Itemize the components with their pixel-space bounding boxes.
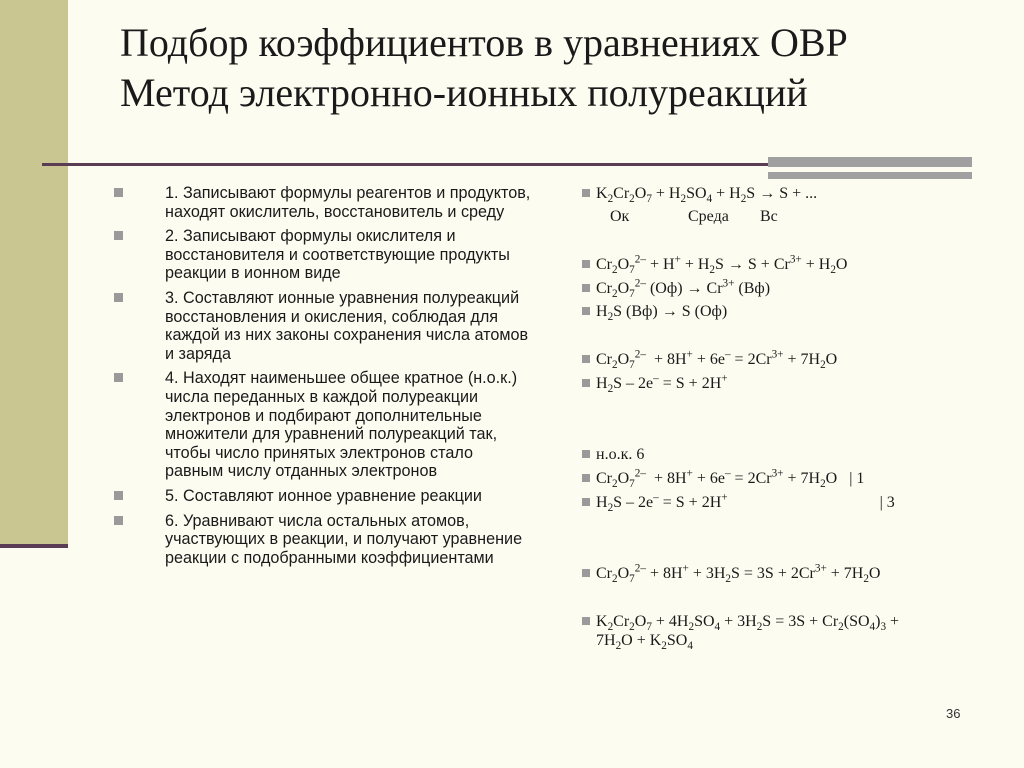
page-number: 36: [946, 706, 961, 721]
left-decor-line: [0, 544, 68, 548]
list-item: 6. Уравнивают числа остальных атомов, участвующих в реакции, и получают уравнение реакции с подобранными коэффициентами: [112, 512, 532, 568]
gray-decor-block-2: [768, 172, 972, 179]
role-labels: Ок Среда Вс: [610, 208, 778, 225]
equation-line: $K_2Cr_2O_7 + 4H_2SO_4 + 3H_2S = 3S + Cr_2(SO_4)_3$ +: [586, 612, 899, 631]
bullet-icon: [582, 260, 590, 268]
bullet-icon: [582, 617, 590, 625]
bullet-icon: [582, 379, 590, 387]
equation-line: $Cr_2O_7^{2-} + 8H^+ + 6e^- = 2Cr^{3+} + 7H_2O$: [586, 350, 837, 369]
bullet-icon: [114, 373, 123, 382]
bullet-icon: [582, 189, 590, 197]
equation-line: $Cr_2O_7^{2-}$ $(Оф) \to Cr^{3+}$ (Вф): [586, 279, 770, 298]
title-line-1: Подбор коэффициентов в уравнениях ОВР: [120, 20, 848, 65]
title-line-2: Метод электронно-ионных полуреакций: [120, 70, 808, 115]
equation-line: $H_2S - 2e^- = S + 2H^+$ | 3: [586, 493, 895, 512]
bullet-icon: [582, 474, 590, 482]
list-item: 4. Находят наименьшее общее кратное (н.о.к.) числа переданных в каждой полуреакции электронов и подбирают дополнительные множители для уравнений полуреакций так, чтобы число принятых электронов стало равным числу отданных электронов: [112, 369, 532, 481]
list-item: 2. Записывают формулы окислителя и восстановителя и соответствующие продукты реакции в ионном виде: [112, 227, 532, 283]
bullet-icon: [582, 498, 590, 506]
bullet-icon: [114, 293, 123, 302]
list-item: 5. Составляют ионное уравнение реакции: [112, 487, 532, 506]
slide-title: [120, 18, 848, 118]
list-item: 3. Составляют ионные уравнения полуреакций восстановления и окисления, соблюдая для каждой из них законы сохранения числа атомов и заряда: [112, 289, 532, 363]
equation-line: $K_2Cr_2O_7 + H_2SO_4 + H_2S \to S$ + ...: [586, 184, 817, 203]
bullet-icon: [114, 491, 123, 500]
equation-line: $H_2S - 2e^- = S + 2H^+$: [586, 374, 728, 393]
bullet-icon: [582, 355, 590, 363]
bullet-icon: [114, 231, 123, 240]
equation-line: $Cr_2O_7^{2-} + 8H^+ + 3H_2S = 3S + 2Cr^{3+} + 7H_2O$: [586, 564, 880, 583]
left-decor-band: [0, 0, 68, 548]
list-item: 1. Записывают формулы реагентов и продуктов, находят окислитель, восстановитель и среду: [112, 184, 532, 221]
bullet-icon: [582, 307, 590, 315]
bullet-icon: [582, 284, 590, 292]
equation-line: $H_2S$ (Вф) → S (Оф): [586, 302, 727, 321]
bullet-icon: [582, 450, 590, 458]
equation-line-continued: $7H_2O + K_2SO_4$: [596, 632, 693, 653]
equation-line: $Cr_2O_7^{2-} + 8H^+ + 6e^- = 2Cr^{3+} + 7H_2O$ | 1: [586, 469, 864, 488]
bullet-icon: [114, 188, 123, 197]
steps-list: [112, 184, 532, 573]
bullet-icon: [582, 569, 590, 577]
equation-line: н.о.к. 6: [586, 445, 644, 464]
bullet-icon: [114, 516, 123, 525]
equation-line: $Cr_2O_7^{2-} + H^+ + H_2S \to S + Cr^{3+} + H_2O$: [586, 255, 847, 274]
gray-decor-block: [768, 157, 972, 167]
